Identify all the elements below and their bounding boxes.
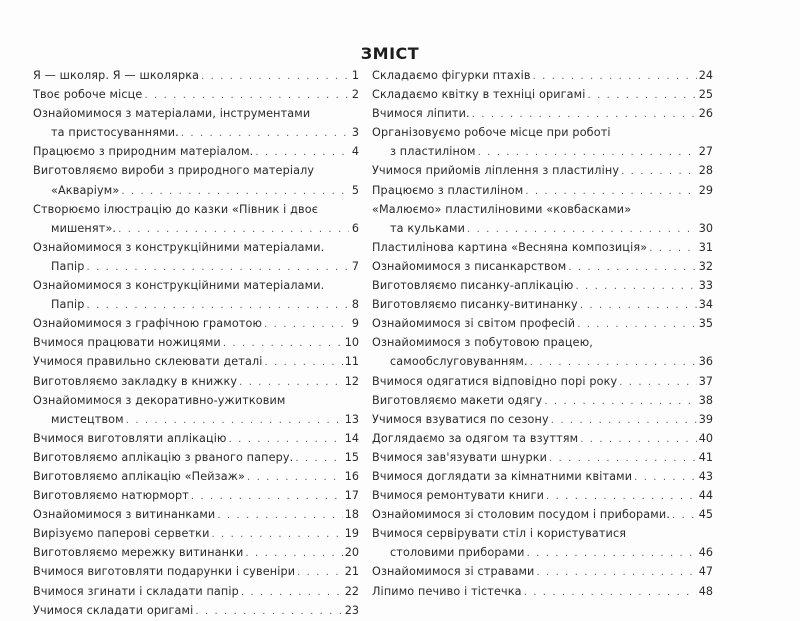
toc-entry-line — [372, 104, 713, 123]
toc-entry-continuation — [33, 181, 359, 200]
toc-right-column — [372, 66, 713, 601]
dot-leader — [649, 239, 697, 258]
toc-entry-title: Ознайомимося з графічною грамотою — [33, 317, 263, 331]
toc-entry-title: Вчимося одягатися відповідно порі року — [372, 374, 618, 388]
toc-entry-line — [33, 333, 359, 352]
toc-entry — [372, 505, 713, 524]
dot-leader — [181, 124, 349, 143]
toc-entry — [372, 314, 713, 333]
dot-leader — [536, 563, 696, 582]
dot-leader — [126, 411, 343, 430]
toc-entry-line — [33, 161, 359, 180]
dot-leader — [472, 105, 697, 124]
dot-leader — [551, 411, 697, 430]
dot-leader — [467, 220, 697, 239]
toc-entry-title: Вчимося працювати ножицями — [33, 336, 221, 350]
toc-page-number: 12 — [344, 374, 359, 388]
toc-entry-title: Ознайомимося зі столовим посудом і приборами. — [372, 508, 671, 522]
toc-entry-continuation — [372, 352, 713, 371]
toc-entry-title: Складаємо квітку в техніці оригамі — [372, 88, 586, 102]
toc-entry — [372, 104, 713, 123]
toc-entry-title: Виготовляємо макети одягу — [372, 393, 543, 407]
toc-entry — [33, 333, 359, 352]
toc-entry-line — [372, 200, 713, 219]
dot-leader — [672, 506, 697, 525]
toc-entry-line — [33, 582, 359, 601]
toc-page-number: 35 — [698, 317, 713, 331]
toc-entry-title: Я — школяр. Я — школярка — [33, 69, 200, 82]
toc-entry-line — [372, 505, 713, 524]
dot-leader — [229, 430, 343, 449]
toc-entry — [372, 200, 713, 238]
dot-leader — [217, 506, 342, 525]
toc-entry — [372, 429, 713, 448]
toc-entry-title: Вирізуємо паперові серветки — [33, 527, 210, 541]
toc-entry-line — [372, 161, 713, 180]
toc-page-number: 13 — [344, 412, 359, 426]
dot-leader — [241, 583, 343, 602]
toc-entry — [33, 429, 359, 448]
toc-entry — [372, 238, 713, 257]
dot-leader — [297, 563, 343, 582]
dot-leader — [247, 468, 343, 487]
dot-leader — [568, 258, 696, 277]
toc-page-number: 30 — [698, 221, 713, 235]
toc-entry-title: столовими приборами — [390, 546, 525, 560]
dot-leader — [264, 315, 349, 334]
dot-leader — [527, 544, 697, 563]
toc-page-number: 23 — [344, 603, 359, 617]
dot-leader — [201, 67, 349, 86]
toc-entry-title: Ознайомимося зі світом професій — [372, 317, 576, 331]
dot-leader — [544, 392, 696, 411]
toc-entry-line — [372, 66, 713, 85]
toc-entry-title: Учимося складати оригамі — [33, 603, 194, 617]
toc-entry-title: Працюємо з пластиліном — [372, 183, 524, 197]
toc-page-number: 48 — [698, 584, 713, 598]
toc-page-number: 41 — [698, 450, 713, 464]
toc-entry-title: Вчимося доглядати за кімнатними квітами — [372, 469, 633, 483]
toc-entry-title: Ознайомимося з побутовою працею, — [372, 336, 593, 350]
toc-entry-line — [33, 352, 359, 371]
toc-entry-line — [372, 562, 713, 581]
toc-page-number: 22 — [344, 584, 359, 598]
toc-page-number: 44 — [698, 489, 713, 503]
toc-entry-title: Виготовляємо писанку-аплікацію — [372, 279, 574, 293]
toc-entry-title: Вчимося ліпити. — [372, 107, 470, 121]
toc-page-number: 38 — [698, 393, 713, 407]
toc-entry-title: Організовуємо робоче місце при роботі — [372, 126, 611, 140]
dot-leader — [580, 296, 697, 315]
toc-entry-line — [33, 66, 359, 85]
dot-leader — [530, 353, 697, 372]
toc-entry-title: Папір — [51, 298, 85, 312]
toc-page-number: 40 — [698, 431, 713, 445]
toc-page-number: 45 — [698, 508, 713, 522]
toc-page-number: 1 — [351, 69, 359, 82]
toc-entry-title: Виготовляємо вироби з природного матеріалу — [33, 164, 315, 178]
dot-leader — [546, 487, 697, 506]
toc-entry-title: Виготовляємо аплікацію «Пейзаж» — [33, 469, 246, 483]
dot-leader — [619, 373, 697, 392]
toc-entry-title: Ознайомимося зі стравами — [372, 565, 535, 579]
toc-entry — [372, 66, 713, 85]
toc-entry-title: Вчимося виготовляти аплікацію — [33, 431, 227, 445]
toc-entry-title: Папір — [51, 259, 85, 273]
toc-entry-line — [33, 391, 359, 410]
dot-leader — [549, 449, 697, 468]
dot-leader — [577, 315, 697, 334]
toc-entry-title: Виготовляємо закладку в книжку — [33, 374, 238, 388]
dot-leader — [295, 449, 342, 468]
toc-entry-continuation — [33, 295, 359, 314]
toc-page-number: 37 — [698, 374, 713, 388]
dot-leader — [211, 525, 342, 544]
toc-entry-continuation — [33, 219, 359, 238]
toc-page-number: 18 — [344, 508, 359, 522]
toc-entry — [33, 505, 359, 524]
toc-page-number: 15 — [344, 450, 359, 464]
toc-entry-title: Складаємо фігурки птахів — [372, 69, 531, 82]
toc-entry-title: «Малюємо» пластиліновими «ковбасками» — [372, 202, 632, 216]
dot-leader — [191, 487, 343, 506]
toc-entry — [372, 333, 713, 371]
toc-page-number: 17 — [344, 489, 359, 503]
toc-page-number: 25 — [698, 88, 713, 102]
toc-entry — [372, 276, 713, 295]
dot-leader — [621, 162, 697, 181]
toc-entry-line — [33, 562, 359, 581]
toc-entry-title: Учимося взуватися по сезону — [372, 412, 549, 426]
toc-page-number: 28 — [698, 164, 713, 178]
toc-page-number: 39 — [698, 412, 713, 426]
toc-entry-line — [33, 314, 359, 333]
toc-entry — [33, 467, 359, 486]
toc-entry — [33, 448, 359, 467]
toc-entry-title: Учимося правильно склеювати деталі — [33, 355, 263, 369]
dot-leader — [634, 468, 697, 487]
toc-page-number: 31 — [698, 240, 713, 254]
toc-entry — [372, 391, 713, 410]
toc-page-number: 10 — [344, 336, 359, 350]
toc-entry — [372, 161, 713, 180]
dot-leader — [588, 86, 697, 105]
toc-entry-title: Вчимося ремонтувати книги — [372, 489, 545, 503]
dot-leader — [144, 86, 349, 105]
toc-entry-title: та кульками — [390, 221, 466, 235]
toc-entry-line — [372, 85, 713, 104]
toc-page-number: 9 — [351, 317, 359, 331]
toc-entry-line — [372, 582, 713, 601]
toc-entry-title: мистецтвом — [51, 412, 124, 426]
toc-entry-line — [372, 372, 713, 391]
toc-entry — [372, 123, 713, 161]
toc-entry — [372, 295, 713, 314]
toc-page-number: 16 — [344, 469, 359, 483]
dot-leader — [525, 182, 696, 201]
dot-leader — [580, 430, 697, 449]
toc-entry — [372, 486, 713, 505]
toc-entry-title: Доглядаємо за одягом та взуттям — [372, 431, 579, 445]
toc-entry-title: Вчимося зав'язувати шнурки — [372, 450, 548, 464]
toc-page-number: 26 — [698, 107, 713, 121]
toc-entry — [372, 85, 713, 104]
toc-entry-line — [372, 314, 713, 333]
toc-entry-line — [33, 200, 359, 219]
toc-entry-continuation — [33, 410, 359, 429]
toc-entry-line — [372, 276, 713, 295]
toc-page-number: 19 — [344, 527, 359, 541]
toc-entry-title: Учимося прийомів ліплення з пластиліну — [372, 164, 620, 178]
toc-left-column — [33, 66, 359, 620]
toc-entry-line — [33, 486, 359, 505]
toc-entry-title: Виготовляємо мережку витинанки — [33, 546, 244, 560]
toc-entry-title: Виготовляємо писанку-витинанку — [372, 298, 578, 312]
toc-page-number: 8 — [351, 298, 359, 312]
toc-entry-line — [372, 181, 713, 200]
toc-page-number: 11 — [344, 355, 359, 369]
toc-page-number: 29 — [698, 183, 713, 197]
toc-entry — [33, 85, 359, 104]
toc-entry — [33, 543, 359, 562]
toc-page-number: 2 — [351, 88, 359, 102]
dot-leader — [245, 544, 342, 563]
toc-entry-line — [33, 142, 359, 161]
toc-entry-line — [372, 467, 713, 486]
toc-page-number: 24 — [698, 69, 713, 82]
toc-entry-line — [33, 104, 359, 123]
toc-entry-title: та пристосуваннями. — [51, 126, 179, 140]
dot-leader — [576, 277, 697, 296]
toc-entry — [372, 467, 713, 486]
dot-leader — [195, 602, 342, 621]
toc-entry — [33, 314, 359, 333]
toc-entry — [33, 562, 359, 581]
toc-page-number: 4 — [351, 145, 359, 159]
toc-page-number: 20 — [344, 546, 359, 560]
toc-entry-title: Ознайомимося з конструкційними матеріалами. — [33, 240, 325, 254]
dot-leader — [524, 583, 697, 602]
toc-entry-line — [372, 448, 713, 467]
toc-entry — [372, 257, 713, 276]
toc-entry-title: Створюємо ілюстрацію до казки «Півник і двоє — [33, 202, 318, 216]
toc-entry-line — [372, 486, 713, 505]
toc-entry-title: Виготовляємо аплікацію з рваного паперу. — [33, 450, 294, 464]
toc-entry-continuation — [372, 543, 713, 562]
dot-leader — [265, 353, 343, 372]
toc-page-number: 5 — [351, 183, 359, 197]
toc-entry-line — [33, 429, 359, 448]
toc-page-number: 14 — [344, 431, 359, 445]
toc-entry — [33, 200, 359, 238]
toc-entry-line — [372, 238, 713, 257]
toc-entry-line — [372, 429, 713, 448]
toc-page-number: 36 — [698, 355, 713, 369]
toc-entry-line — [33, 372, 359, 391]
toc-page-number: 46 — [698, 546, 713, 560]
toc-entry-title: Ознайомимося з конструкційними матеріалами. — [33, 279, 325, 293]
page-title: ЗМІСТ — [360, 44, 420, 63]
dot-leader — [239, 373, 343, 392]
toc-entry — [372, 410, 713, 429]
toc-entry — [372, 372, 713, 391]
toc-entry-line — [33, 238, 359, 257]
toc-entry — [33, 582, 359, 601]
toc-entry-continuation — [372, 219, 713, 238]
toc-entry — [372, 524, 713, 562]
toc-entry — [33, 524, 359, 543]
toc-entry-title: мишенят». — [51, 221, 117, 235]
dot-leader — [255, 143, 349, 162]
toc-entry-title: Ознайомимося з витинанками — [33, 508, 216, 522]
toc-entry-title: Ознайомимося з матеріалами, інструментами — [33, 107, 311, 121]
toc-page-number: 27 — [698, 145, 713, 159]
toc-entry-title: Працюємо з природним матеріалом. — [33, 145, 254, 159]
toc-entry-title: Ознайомимося з писанкарством — [372, 259, 567, 273]
toc-entry-title: Вчимося виготовляти подарунки і сувеніри — [33, 565, 296, 579]
toc-page-number: 33 — [698, 279, 713, 293]
toc-entry-line — [372, 524, 713, 543]
toc-entry — [372, 448, 713, 467]
toc-page-number: 21 — [344, 565, 359, 579]
toc-entry — [33, 391, 359, 429]
toc-entry-line — [372, 123, 713, 142]
toc-entry — [33, 276, 359, 314]
toc-entry-continuation — [372, 142, 713, 161]
toc-entry-line — [33, 601, 359, 620]
toc-entry-title: Ліпимо печиво і тістечка — [372, 584, 522, 598]
toc-entry-continuation — [33, 123, 359, 142]
toc-entry-title: з пластиліном — [390, 145, 476, 159]
dot-leader — [223, 334, 343, 353]
toc-entry-line — [33, 467, 359, 486]
toc-entry — [33, 601, 359, 620]
dot-leader — [478, 143, 697, 162]
toc-page-number: 47 — [698, 565, 713, 579]
dot-leader — [87, 296, 349, 315]
toc-entry — [33, 372, 359, 391]
toc-entry-line — [33, 505, 359, 524]
toc-entry-line — [372, 257, 713, 276]
toc-entry-title: Пластилінова картина «Весняна композиція» — [372, 240, 648, 254]
toc-entry — [33, 66, 359, 85]
toc-page-number: 3 — [351, 126, 359, 140]
toc-page-number: 43 — [698, 469, 713, 483]
toc-entry-title: Вчимося згинати і складати папір — [33, 584, 239, 598]
toc-page-number: 32 — [698, 259, 713, 273]
dot-leader — [121, 182, 349, 201]
dot-leader — [118, 220, 349, 239]
toc-page-number: 7 — [351, 259, 359, 273]
toc-entry — [33, 238, 359, 276]
toc-entry-continuation — [33, 257, 359, 276]
toc-entry — [33, 352, 359, 371]
toc-entry-line — [33, 276, 359, 295]
toc-entry — [372, 181, 713, 200]
toc-entry — [33, 486, 359, 505]
toc-entry — [372, 582, 713, 601]
toc-entry-line — [372, 391, 713, 410]
toc-entry-title: Ознайомимося з декоративно-ужитковим — [33, 393, 286, 407]
toc-entry-line — [33, 524, 359, 543]
toc-entry-title: Вчимося сервірувати стіл і користуватися — [372, 527, 627, 541]
toc-entry-line — [33, 85, 359, 104]
toc-entry — [372, 562, 713, 581]
toc-page-number: 6 — [351, 221, 359, 235]
toc-entry-line — [33, 448, 359, 467]
toc-entry-title: самообслуговуванням. — [390, 355, 528, 369]
toc-entry-title: «Акваріум» — [51, 183, 120, 197]
toc-page-number: 34 — [698, 298, 713, 312]
toc-entry — [33, 142, 359, 161]
toc-entry-title: Твоє робоче місце — [33, 88, 143, 102]
toc-entry-line — [372, 333, 713, 352]
toc-entry — [33, 161, 359, 199]
dot-leader — [533, 67, 697, 86]
toc-entry-line — [372, 295, 713, 314]
dot-leader — [87, 258, 349, 277]
toc-entry-line — [33, 543, 359, 562]
toc-entry — [33, 104, 359, 142]
toc-entry-title: Виготовляємо натюрморт — [33, 489, 189, 503]
toc-entry-line — [372, 410, 713, 429]
